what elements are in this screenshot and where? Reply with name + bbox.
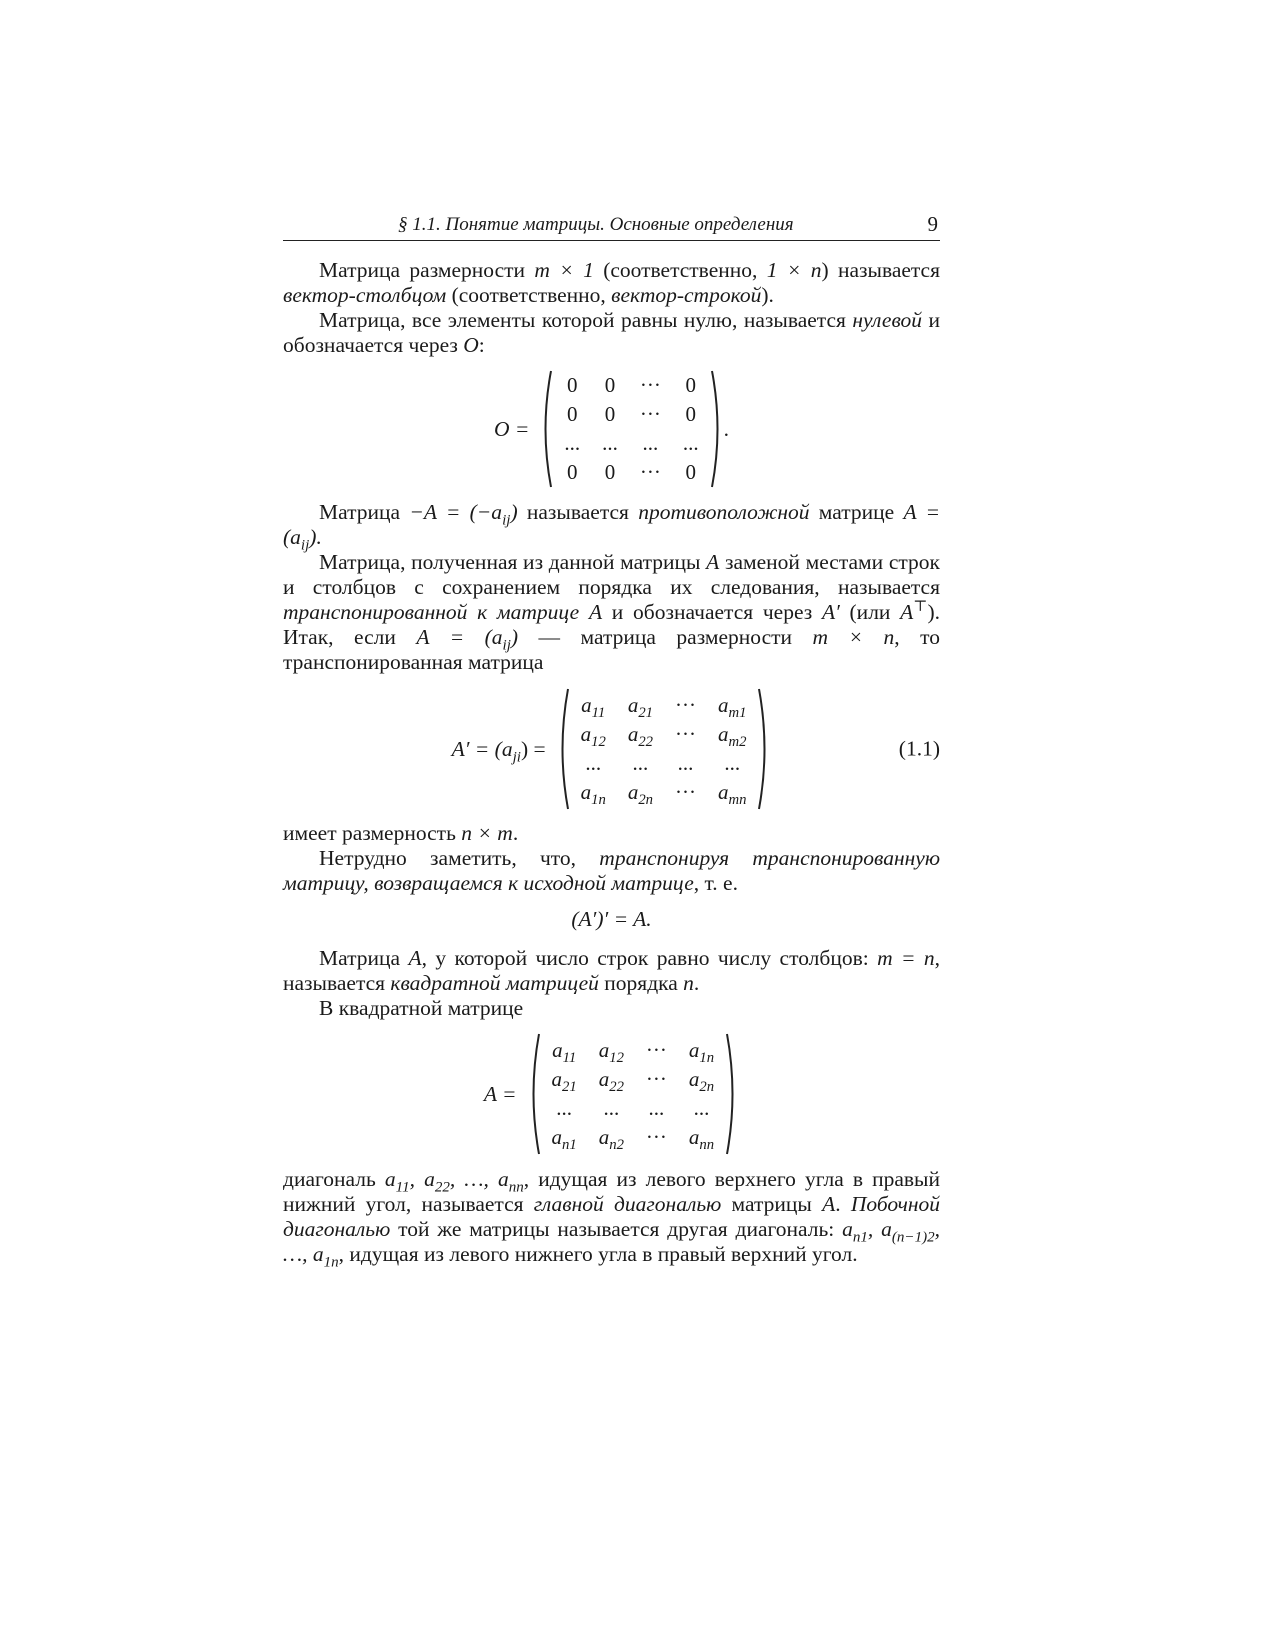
matrix-cell: $a_{22}$ bbox=[598, 1067, 624, 1096]
subscript: 22 bbox=[434, 1179, 450, 1196]
subscript: 12 bbox=[591, 734, 606, 751]
matrix-row bbox=[541, 1123, 726, 1152]
math: ) bbox=[510, 500, 518, 524]
math: ). bbox=[309, 525, 322, 549]
text: диагональ bbox=[283, 1167, 385, 1191]
subscript: n2 bbox=[609, 1137, 624, 1154]
math: A bbox=[900, 600, 914, 624]
matrix-cell: ... bbox=[556, 1096, 573, 1120]
subscript: ji bbox=[512, 748, 521, 765]
text: ) называется bbox=[821, 258, 940, 282]
matrix-cell: $a_{nn}$ bbox=[688, 1125, 715, 1154]
page-body bbox=[283, 258, 941, 1271]
matrix-cell: ... bbox=[648, 1096, 665, 1120]
subscript: 11 bbox=[395, 1179, 410, 1196]
text: ). bbox=[761, 283, 774, 307]
text: : bbox=[478, 333, 485, 357]
text: имеет размерность bbox=[283, 821, 462, 845]
text: Матрица, полученная из данной матрицы bbox=[319, 550, 707, 574]
text: — матрица размерности bbox=[518, 625, 813, 649]
square-matrix-equation bbox=[283, 1029, 940, 1159]
paragraph-square bbox=[283, 946, 940, 996]
matrix-row bbox=[553, 371, 709, 400]
subscript: 1n bbox=[323, 1254, 339, 1271]
subscript: 22 bbox=[609, 1079, 624, 1096]
matrix-cell: 0 bbox=[685, 402, 697, 426]
left-paren-icon bbox=[556, 687, 570, 811]
matrix-cell: 0 bbox=[685, 460, 697, 484]
matrix-row bbox=[541, 1094, 726, 1123]
right-paren-icon bbox=[757, 687, 771, 811]
text: . bbox=[512, 821, 519, 845]
matrix-cell: ··· bbox=[675, 780, 696, 804]
text: матрицы bbox=[721, 1192, 823, 1216]
paragraph-dimension bbox=[283, 821, 940, 846]
paragraph-vectors bbox=[283, 258, 940, 308]
paragraph-opposite bbox=[283, 500, 940, 554]
text: Матрица размерности bbox=[319, 258, 535, 282]
matrix-cell: 0 bbox=[604, 402, 616, 426]
matrix-cell: ... bbox=[724, 751, 741, 775]
subscript: 12 bbox=[609, 1050, 624, 1067]
matrix-cell: $a_{2n}$ bbox=[627, 780, 653, 809]
paragraph-in-square: В квадратной матрице bbox=[319, 996, 524, 1020]
math: n × m bbox=[461, 821, 513, 845]
text: матрице bbox=[809, 500, 904, 524]
text: , идущая из левого верхнего угла в правый нижний угол, называется bbox=[283, 1167, 941, 1216]
matrix-cell: 0 bbox=[567, 460, 578, 484]
matrix bbox=[539, 369, 723, 489]
subscript: 22 bbox=[638, 734, 653, 751]
zero-matrix-table bbox=[553, 371, 709, 487]
term: транспонированной к матрице bbox=[283, 600, 589, 624]
equation-number: (1.1) bbox=[898, 736, 940, 761]
subscript: ij bbox=[300, 537, 310, 554]
subscript: n1 bbox=[562, 1137, 577, 1154]
matrix-cell: ... bbox=[682, 431, 699, 455]
math: m × n bbox=[812, 625, 895, 649]
right-paren-icon bbox=[725, 1032, 739, 1156]
matrix-cell: ... bbox=[585, 751, 602, 775]
zero-matrix-equation bbox=[283, 364, 940, 494]
math: n bbox=[683, 971, 694, 995]
subscript: ij bbox=[502, 637, 511, 654]
paragraph-transpose bbox=[283, 550, 940, 675]
matrix-row bbox=[541, 1036, 726, 1065]
equation-end: . bbox=[723, 416, 730, 441]
term: квадратной матрицей bbox=[390, 971, 599, 995]
matrix-cell: ··· bbox=[675, 722, 696, 746]
subscript: m1 bbox=[728, 705, 747, 722]
matrix-cell: $a_{11}$ bbox=[552, 1038, 577, 1067]
subscript: 2n bbox=[699, 1079, 715, 1096]
left-paren-icon bbox=[539, 369, 553, 489]
math: A bbox=[822, 1192, 836, 1216]
text: (или bbox=[839, 600, 901, 624]
matrix-cell: ... bbox=[602, 431, 618, 455]
text: той же матрицы называется другая диагональ: bbox=[390, 1217, 843, 1241]
text: (соответственно, bbox=[446, 283, 612, 307]
math: A′ bbox=[821, 600, 840, 624]
subscript: nn bbox=[508, 1179, 524, 1196]
subscript: 11 bbox=[562, 1050, 577, 1067]
math: , …, a bbox=[449, 1167, 509, 1191]
transpose-equation bbox=[283, 683, 940, 815]
text: , идущая из левого нижнего угла в правый верхний угол. bbox=[338, 1242, 858, 1266]
section-title: § 1.1. Понятие матрицы. Основные определения bbox=[398, 214, 794, 235]
matrix-cell: ... bbox=[642, 431, 659, 455]
matrix-cell: ... bbox=[632, 751, 649, 775]
matrix-cell: ... bbox=[693, 1096, 710, 1120]
matrix-cell: ··· bbox=[645, 1125, 667, 1149]
matrix-cell: $a_{n1}$ bbox=[551, 1125, 577, 1154]
text: . bbox=[835, 1192, 851, 1216]
subscript: 21 bbox=[638, 705, 653, 722]
matrix-cell: 0 bbox=[685, 373, 697, 397]
matrix-cell: 0 bbox=[604, 373, 616, 397]
matrix-cell: $a_{12}$ bbox=[598, 1038, 624, 1067]
matrix-cell: $a_{1n}$ bbox=[688, 1038, 715, 1067]
transpose-matrix-table bbox=[570, 691, 758, 807]
matrix-row bbox=[570, 749, 758, 778]
text: , т. е. bbox=[693, 871, 738, 895]
right-paren-icon bbox=[710, 369, 724, 489]
subscript: ij bbox=[502, 512, 511, 529]
paragraph-diagonals bbox=[283, 1167, 941, 1271]
subscript: mn bbox=[728, 792, 747, 809]
text: , у которой число строк равно числу столбцов: bbox=[421, 946, 878, 970]
term: вектор-строкой bbox=[611, 283, 762, 307]
matrix-cell: $a_{12}$ bbox=[580, 722, 606, 751]
math: ) bbox=[510, 625, 519, 649]
math: , …, a bbox=[283, 1217, 940, 1266]
subscript: 1n bbox=[591, 792, 606, 809]
matrix-cell: $a_{11}$ bbox=[581, 693, 606, 722]
matrix-cell: ··· bbox=[675, 693, 696, 717]
math: , a bbox=[867, 1217, 892, 1241]
text: и обозначается через bbox=[283, 308, 940, 357]
math: −A = (−a bbox=[409, 500, 503, 524]
matrix-cell: $a_{21}$ bbox=[551, 1067, 577, 1096]
text: Матрица bbox=[319, 946, 409, 970]
math: a bbox=[842, 1217, 853, 1241]
page-number: 9 bbox=[927, 212, 938, 236]
math: A bbox=[706, 550, 720, 574]
text: порядка bbox=[598, 971, 684, 995]
subscript: nn bbox=[699, 1137, 715, 1154]
matrix-cell: ··· bbox=[639, 402, 661, 426]
math: , a bbox=[409, 1167, 435, 1191]
math: A bbox=[588, 600, 603, 624]
matrix-cell: ... bbox=[677, 751, 694, 775]
text: Матрица bbox=[319, 500, 410, 524]
term: главной диагональю bbox=[533, 1192, 722, 1216]
subscript: n1 bbox=[852, 1229, 868, 1246]
equation-lhs: A = bbox=[483, 1081, 517, 1106]
matrix-row bbox=[553, 429, 709, 458]
math: O bbox=[463, 333, 479, 357]
matrix-cell: $a_{m1}$ bbox=[717, 693, 747, 722]
math: A bbox=[408, 946, 422, 970]
equation-lhs: O = bbox=[493, 416, 530, 441]
matrix-row bbox=[541, 1065, 726, 1094]
matrix-cell: $a_{1n}$ bbox=[580, 780, 606, 809]
matrix-cell: ··· bbox=[645, 1067, 667, 1091]
matrix-cell: ... bbox=[603, 1096, 620, 1120]
matrix-cell: 0 bbox=[567, 373, 578, 397]
text: . bbox=[693, 971, 700, 995]
left-paren-icon bbox=[527, 1032, 541, 1156]
subscript: 11 bbox=[591, 705, 606, 722]
matrix-cell: $a_{2n}$ bbox=[688, 1067, 715, 1096]
square-matrix-table bbox=[541, 1036, 726, 1152]
text: , то транспонированная матрица bbox=[283, 625, 940, 674]
text: (соответственно, bbox=[593, 258, 767, 282]
math: A = (a bbox=[416, 625, 503, 649]
text: Матрица, все элементы которой равны нулю, называется bbox=[319, 308, 853, 332]
math: A = (a bbox=[283, 500, 940, 549]
matrix-cell: ··· bbox=[645, 1038, 667, 1062]
math: m = n bbox=[877, 946, 935, 970]
subscript: m2 bbox=[728, 734, 747, 751]
subscript: (n−1)2 bbox=[891, 1229, 935, 1246]
matrix bbox=[527, 1032, 740, 1156]
double-transpose-equation: (A′)′ = A. bbox=[571, 906, 652, 931]
paragraph-zero-matrix bbox=[283, 308, 940, 358]
math: A′ = (a bbox=[451, 736, 513, 761]
equation-lhs bbox=[451, 736, 546, 765]
math: 1 × n bbox=[766, 258, 822, 282]
matrix-cell: $a_{mn}$ bbox=[717, 780, 747, 809]
matrix-cell: ··· bbox=[639, 373, 661, 397]
text: называется bbox=[517, 500, 639, 524]
term: нулевой bbox=[852, 308, 923, 332]
matrix-cell: ... bbox=[564, 431, 581, 455]
matrix-row bbox=[570, 691, 758, 720]
term: транспонируя транспонированную матрицу, возвращаемся к исходной матрице bbox=[283, 846, 941, 895]
text: ). Итак, если bbox=[283, 600, 940, 649]
text: и обозначается через bbox=[602, 600, 822, 624]
math: ) = bbox=[520, 736, 546, 761]
matrix-cell: $a_{22}$ bbox=[627, 722, 653, 751]
text: заменой местами строк и столбцов с сохранением порядка их следования, называется bbox=[283, 550, 940, 599]
paragraph-double-transpose bbox=[283, 846, 940, 896]
matrix-row bbox=[570, 720, 758, 749]
subscript: 1n bbox=[699, 1050, 715, 1067]
matrix-row bbox=[553, 458, 709, 487]
matrix-cell: 0 bbox=[567, 402, 578, 426]
matrix-cell: $a_{m2}$ bbox=[717, 722, 747, 751]
text: , называется bbox=[283, 946, 940, 995]
matrix bbox=[556, 687, 772, 811]
matrix-row bbox=[570, 778, 758, 807]
running-header bbox=[283, 206, 940, 241]
matrix-cell: $a_{21}$ bbox=[627, 693, 653, 722]
subscript: 21 bbox=[562, 1079, 577, 1096]
math: m × 1 bbox=[534, 258, 594, 282]
text: Нетрудно заметить, что, bbox=[319, 846, 600, 870]
matrix-cell: ··· bbox=[639, 460, 661, 484]
math: a bbox=[384, 1167, 396, 1191]
term: вектор-столбцом bbox=[283, 283, 447, 307]
matrix-cell: 0 bbox=[604, 460, 616, 484]
matrix-row bbox=[553, 400, 709, 429]
superscript: ⊤ bbox=[913, 598, 928, 615]
term: Побочной диагональю bbox=[283, 1192, 940, 1241]
term: противоположной bbox=[638, 500, 810, 524]
subscript: 2n bbox=[638, 792, 653, 809]
matrix-cell: $a_{n2}$ bbox=[598, 1125, 624, 1154]
